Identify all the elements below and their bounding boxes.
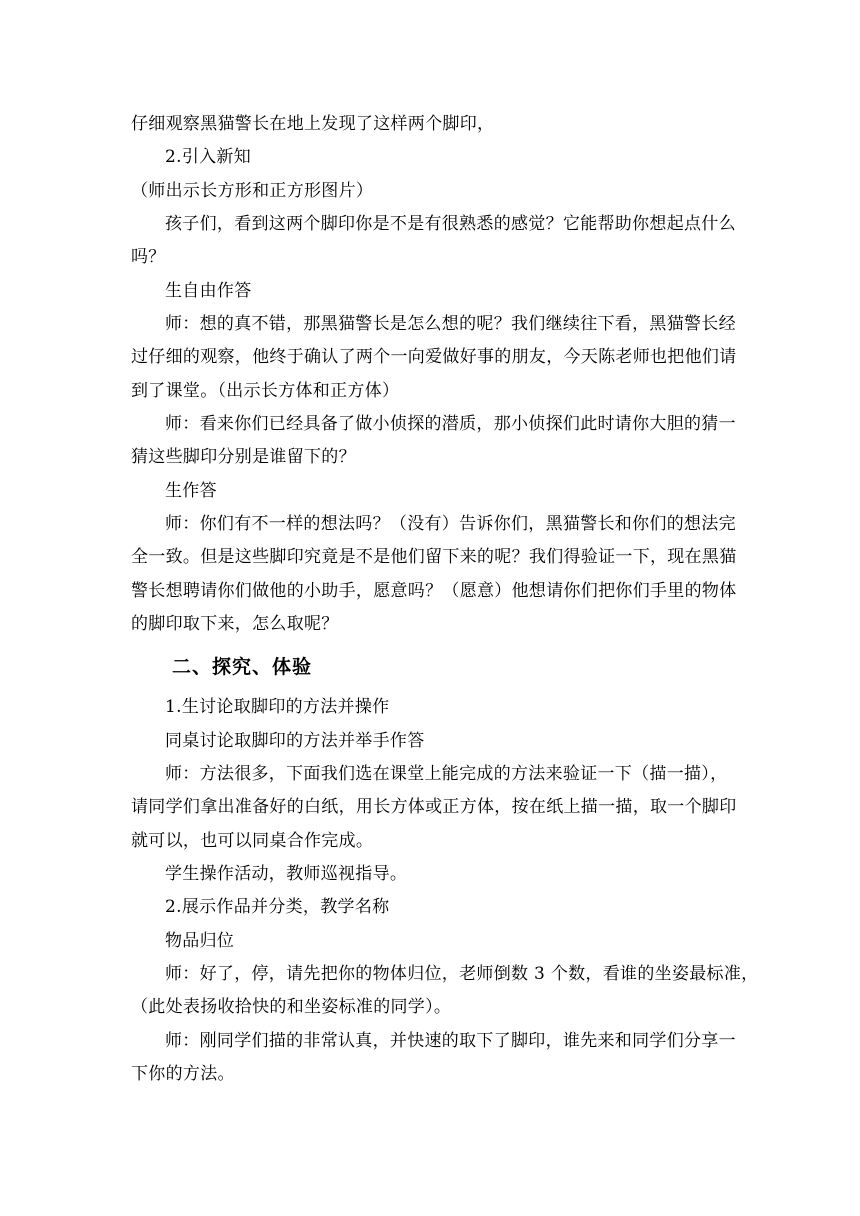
- paragraph-line: 警长想聘请你们做他的小助手，愿意吗？（愿意）他想请你们把你们手里的物体: [131, 581, 737, 601]
- paragraph-line: 仔细观察黑猫警长在地上发现了这样两个脚印，: [131, 114, 495, 134]
- paragraph-line: 下你的方法。: [131, 1064, 235, 1084]
- paragraph-line: 师：方法很多，下面我们选在课堂上能完成的方法来验证一下（描一描），: [165, 764, 728, 784]
- paragraph-line: 过仔细的观察，他终于确认了两个一向爱做好事的朋友，今天陈老师也把他们请: [131, 347, 737, 367]
- paragraph-line: 2.引入新知: [165, 147, 252, 167]
- paragraph-line: 师：想的真不错，那黑猫警长是怎么想的呢？我们继续往下看，黑猫警长经: [165, 314, 736, 334]
- paragraph-line: 到了课堂。（出示长方体和正方体）: [131, 381, 400, 401]
- paragraph-line: 请同学们拿出准备好的白纸，用长方体或正方体，按在纸上描一描，取一个脚印: [131, 797, 737, 817]
- section-heading: 二、探究、体验: [172, 656, 313, 678]
- paragraph-line: 生作答: [165, 481, 217, 501]
- paragraph-line: （此处表扬收拾快的和坐姿标准的同学）。: [131, 997, 452, 1017]
- paragraph-line: 物品归位: [165, 931, 235, 951]
- paragraph-line: 师：好了，停，请先把你的物体归位，老师倒数 3 个数，看谁的坐姿最标准，: [165, 964, 759, 984]
- paragraph-line: （师出示长方形和正方形图片）: [131, 181, 374, 201]
- paragraph-line: 师：你们有不一样的想法吗？（没有）告诉你们，黑猫警长和你们的想法完: [165, 514, 736, 534]
- paragraph-line: 学生操作活动，教师巡视指导。: [165, 864, 408, 884]
- paragraph-line: 全一致。但是这些脚印究竟是不是他们留下来的呢？我们得验证一下，现在黑猫: [131, 547, 737, 567]
- paragraph-line: 的脚印取下来，怎么取呢？: [131, 614, 339, 634]
- paragraph-line: 吗？: [131, 247, 166, 267]
- paragraph-line: 猜这些脚印分别是谁留下的？: [131, 447, 356, 467]
- paragraph-line: 1.生讨论取脚印的方法并操作: [165, 697, 390, 717]
- paragraph-line: 师：刚同学们描的非常认真，并快速的取下了脚印，谁先来和同学们分享一: [165, 1031, 736, 1051]
- paragraph-line: 同桌讨论取脚印的方法并举手作答: [165, 731, 425, 751]
- paragraph-line: 2.展示作品并分类，教学名称: [165, 897, 390, 917]
- paragraph-line: 生自由作答: [165, 281, 252, 301]
- paragraph-line: 孩子们，看到这两个脚印你是不是有很熟悉的感觉？它能帮助你想起点什么: [165, 214, 736, 234]
- paragraph-line: 师：看来你们已经具备了做小侦探的潜质，那小侦探们此时请你大胆的猜一: [165, 414, 736, 434]
- paragraph-line: 就可以，也可以同桌合作完成。: [131, 831, 374, 851]
